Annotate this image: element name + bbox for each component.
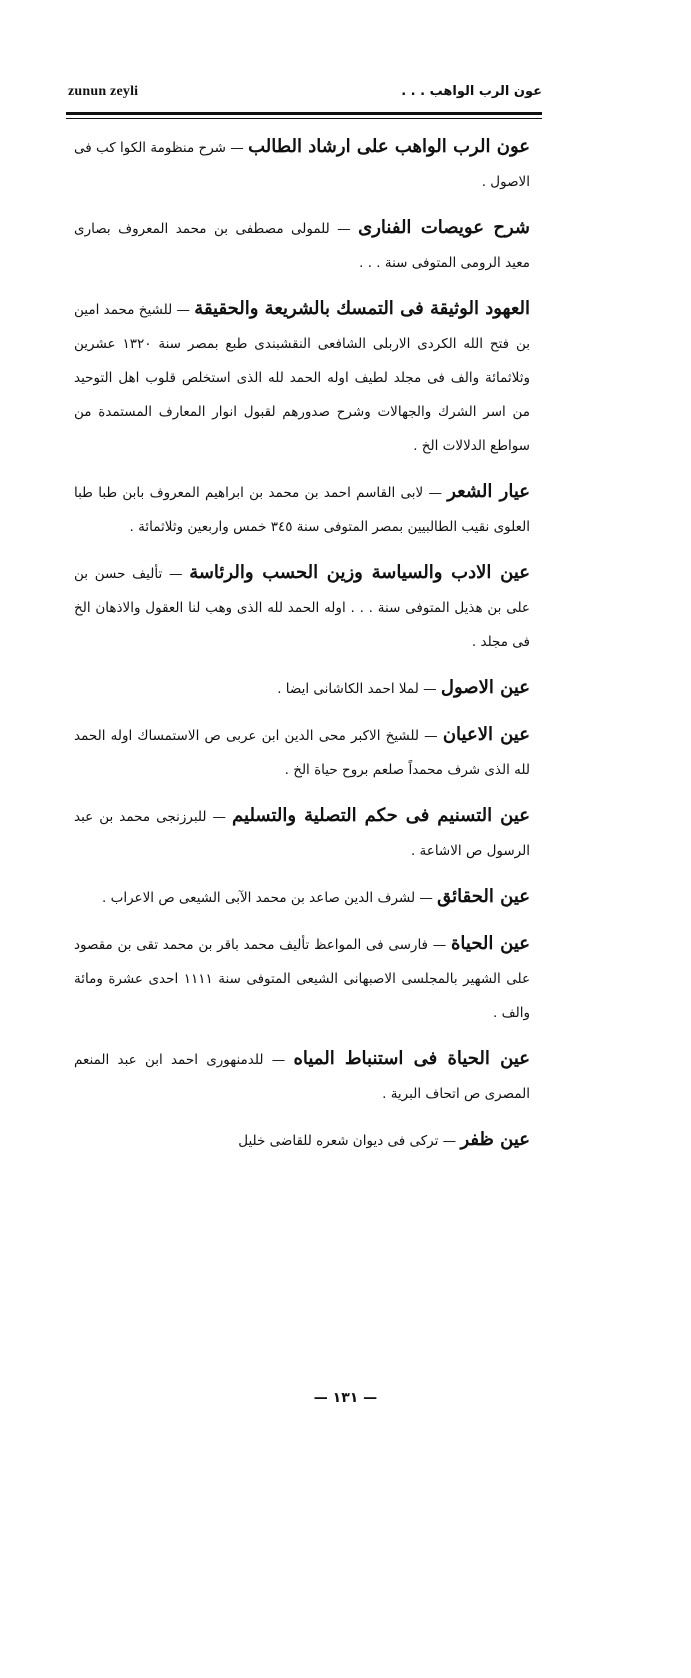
entry-text: — شرح منظومة الكوا كب فى الاصول . — [74, 140, 530, 190]
header-arabic-title: عون الرب الواهب . . . — [401, 84, 542, 99]
entry — [74, 799, 530, 868]
entry-title: عين الحياة — [450, 933, 530, 954]
entry-text: — للدمنهورى احمد ابن عبد المنعم المصرى ص اتحاف البرية . — [74, 1052, 530, 1102]
running-header — [68, 84, 542, 106]
entry-title: العهود الوثيقة فى التمسك بالشريعة والحقيقة — [194, 298, 531, 319]
entry-title: عون الرب الواهب على ارشاد الطالب — [248, 136, 530, 157]
entry — [74, 292, 530, 463]
entry-text: — للبرزنجى محمد بن عبد الرسول ص الاشاعة . — [74, 809, 530, 859]
entry — [74, 671, 530, 706]
entries-body — [74, 130, 530, 1678]
entry-title: عيار الشعر — [447, 481, 531, 502]
entry-title: عين الاعيان — [442, 724, 530, 745]
entry-title: عين ظفر — [460, 1129, 530, 1150]
entry-title: شرح عويصات الفنارى — [358, 217, 530, 238]
entry-title: عين الحياة فى استنباط المياه — [293, 1048, 531, 1069]
entry-text: — فارسى فى المواعظ تأليف محمد باقر بن محمد تقى بن مقصود على الشهير بالمجلسى الاصبهانى الشيعى المتوفى سنة ١١١١ احدى عشرة ومائة والف . — [74, 937, 531, 1021]
entry-title: عين التسنيم فى حكم التصلية والتسليم — [232, 805, 530, 826]
entry-text: — لملا احمد الكاشانى ايضا . — [277, 681, 441, 697]
entry-text: — تأليف حسن بن على بن هذيل المتوفى سنة . . . اوله الحمد لله الذى وهب لنا العقول والاذهان الخ فى مجلد . — [74, 566, 530, 650]
entry-text: — تركى فى ديوان شعره للقاضى خليل — [238, 1133, 461, 1149]
entry — [74, 1042, 530, 1111]
entry-title: عين الحقائق — [437, 886, 530, 907]
header-rule-thin — [66, 118, 542, 119]
entry — [74, 718, 530, 787]
entry — [74, 927, 530, 1030]
entry — [74, 211, 530, 280]
entry-text: — لشرف الدين صاعد بن محمد الآبى الشيعى ص الاعراب . — [102, 890, 438, 906]
header-latin-title: zunun zeyli — [68, 84, 139, 99]
entry — [74, 475, 530, 544]
entry-text: — للشيخ محمد امين بن فتح الله الكردى الاربلى الشافعى النقشبندى طبع بمصر سنة ١٣٢٠ عشرين وثلاثمائة والف فى مجلد لطيف اوله الحمد لله الذى استخلص قلوب اهل التوحيد من اسر الشرك والجهالات وشرح صدورهم لقبول انوار المعارف المستمدة من سواطع الدلالات الخ . — [74, 302, 530, 454]
entry — [74, 880, 530, 915]
entry — [74, 556, 530, 659]
entry — [74, 130, 530, 199]
entry-text: — للمولى مصطفى بن محمد المعروف بصارى معيد الرومى المتوفى سنة . . . — [74, 221, 530, 271]
entry-title: عين الادب والسياسة وزين الحسب والرئاسة — [189, 562, 530, 583]
entry-text: — لابى القاسم احمد بن محمد بن ابراهيم المعروف بابن طبا طبا العلوى نقيب الطالبيين بمصر المتوفى سنة ٣٤٥ خمس واربعين وثلاثمائة . — [74, 485, 530, 535]
entry — [74, 1123, 530, 1158]
entry-title: عين الاصول — [440, 677, 530, 698]
entry-text: — للشيخ الاكبر محى الدين ابن عربى ص الاستمساك اوله الحمد لله الذى شرف محمداً صلعم بروح حياة الخ . — [74, 728, 530, 778]
page-number: — ١٣١ — — [313, 1390, 378, 1406]
header-rule-thick — [66, 112, 542, 115]
